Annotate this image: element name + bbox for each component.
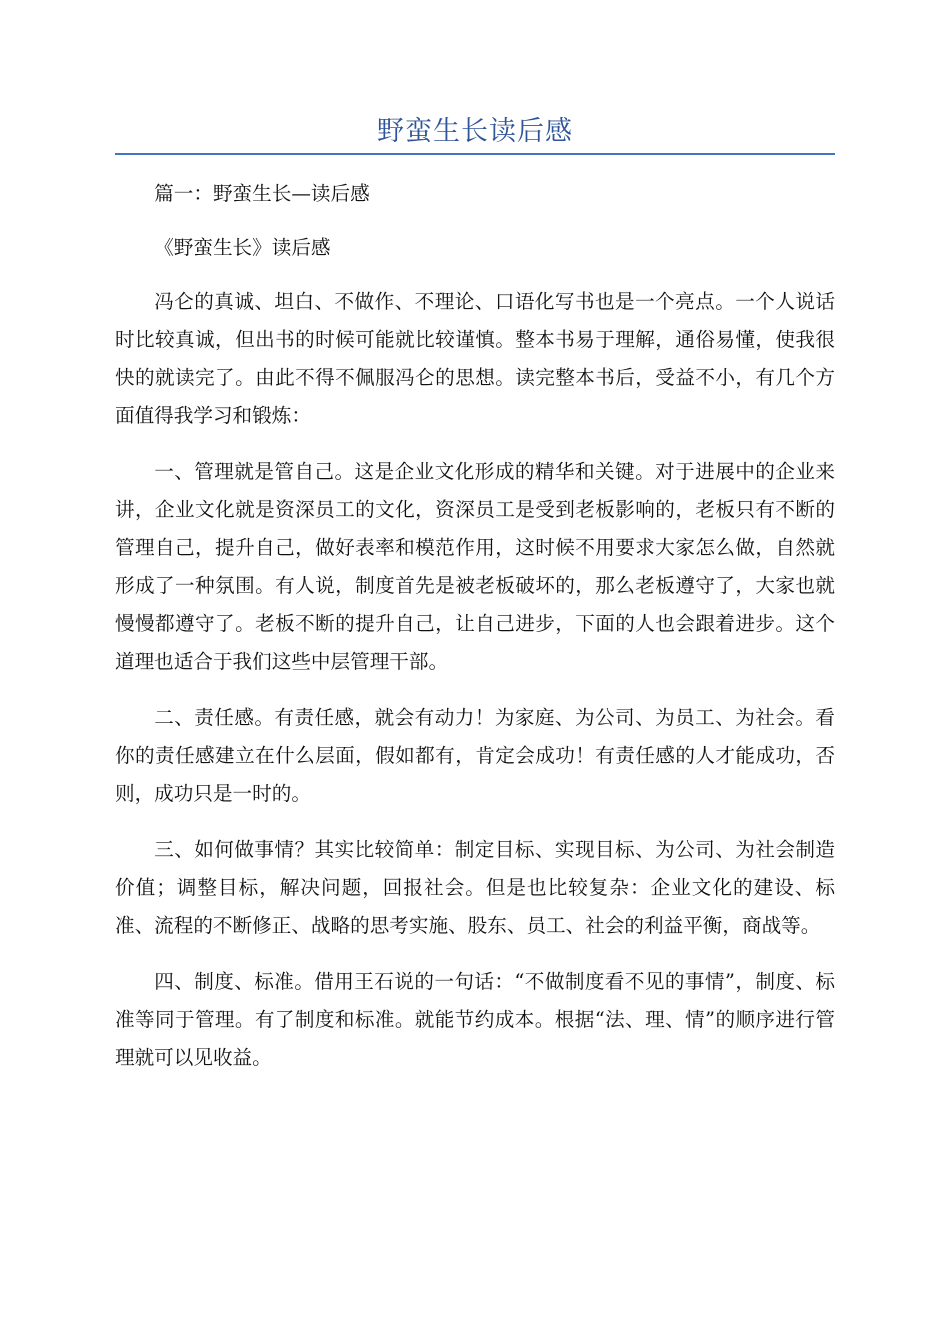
- document-title: 野蛮生长读后感: [377, 116, 573, 147]
- paragraph-point-2: 二、责任感。有责任感，就会有动力！为家庭、为公司、为员工、为社会。看你的责任感建立在什么层面，假如都有，肯定会成功！有责任感的人才能成功，否则，成功只是一时的。: [115, 706, 835, 805]
- paragraph-point-3: 三、如何做事情？其实比较简单：制定目标、实现目标、为公司、为社会制造价值；调整目标，解决问题，回报社会。但是也比较复杂：企业文化的建设、标准、流程的不断修正、战略的思考实施、股东、员工、社会的利益平衡，商战等。: [115, 838, 835, 937]
- document-body: [115, 175, 835, 1095]
- subtitle-line: 《野蛮生长》读后感: [154, 236, 331, 259]
- section-heading: 篇一：野蛮生长—读后感: [154, 182, 370, 205]
- paragraph-point-1: 一、管理就是管自己。这是企业文化形成的精华和关键。对于进展中的企业来讲，企业文化就是资深员工的文化，资深员工是受到老板影响的，老板只有不断的管理自己，提升自己，做好表率和模范作用，这时候不用要求大家怎么做，自然就形成了一种氛围。有人说，制度首先是被老板破坏的，那么老板遵守了，大家也就慢慢都遵守了。老板不断的提升自己，让自己进步，下面的人也会跟着进步。这个道理也适合于我们这些中层管理干部。: [115, 460, 835, 673]
- paragraph-point-4: 四、制度、标准。借用王石说的一句话：“不做制度看不见的事情”，制度、标准等同于管理。有了制度和标准。就能节约成本。根据“法、理、情”的顺序进行管理就可以见收益。: [115, 970, 835, 1069]
- title-underline: [115, 153, 835, 155]
- paragraph-intro: 冯仑的真诚、坦白、不做作、不理论、口语化写书也是一个亮点。一个人说话时比较真诚，但出书的时候可能就比较谨慎。整本书易于理解，通俗易懂，使我很快的就读完了。由此不得不佩服冯仑的思想。读完整本书后，受益不小，有几个方面值得我学习和锻炼：: [115, 290, 835, 427]
